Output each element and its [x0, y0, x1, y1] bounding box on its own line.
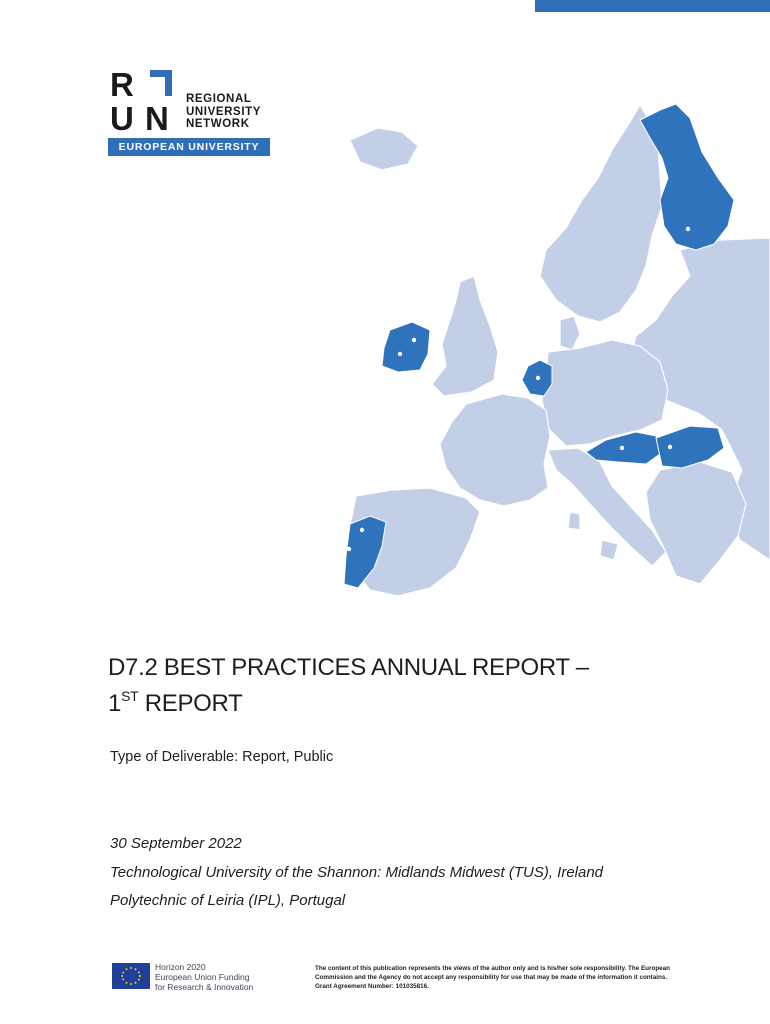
- map-ireland: [382, 322, 430, 372]
- title-rest: REPORT: [138, 690, 243, 717]
- funding-line: for Research & Innovation: [155, 982, 254, 992]
- eu-disclaimer: [315, 964, 705, 991]
- document-title: [108, 650, 708, 722]
- document-date: 30 September 2022: [110, 835, 242, 852]
- funding-statement: [155, 962, 253, 992]
- logo-letter-u: U: [110, 100, 134, 137]
- top-accent-bar: [535, 0, 770, 12]
- map-marker: [347, 547, 351, 551]
- map-great-britain: [432, 276, 498, 396]
- deliverable-type: Type of Deliverable: Report, Public: [110, 749, 334, 765]
- title-number: 1: [108, 690, 122, 717]
- map-marker: [620, 446, 624, 450]
- logo-name-line: NETWORK: [186, 118, 250, 130]
- disclaimer-line: Commission and the Agency do not accept any responsibility for use that may be made of the information it contains.: [315, 974, 668, 981]
- logo-name-line: REGIONAL: [186, 93, 252, 105]
- funding-line: Horizon 2020: [155, 962, 206, 972]
- institution-tus: Technological University of the Shannon: Midlands Midwest (TUS), Ireland: [110, 864, 604, 881]
- map-france: [440, 394, 550, 506]
- logo-name-line: UNIVERSITY: [186, 105, 262, 118]
- title-line-1: D7.2 BEST PRACTICES ANNUAL REPORT –: [108, 654, 589, 681]
- map-iceland: [350, 128, 418, 170]
- europe-map: [330, 85, 770, 610]
- eu-flag-icon: [112, 963, 150, 989]
- logo-bracket-mark: [150, 70, 172, 96]
- disclaimer-line: The content of this publication represents the views of the author only and is his/her sole responsibility. The European: [315, 965, 671, 972]
- logo-letter-n: N: [145, 100, 169, 137]
- map-marker: [412, 338, 416, 342]
- map-hungary: [656, 426, 724, 468]
- title-line-2: [108, 686, 708, 722]
- funding-line: European Union Funding: [155, 972, 250, 982]
- map-denmark: [560, 316, 580, 350]
- logo-network-name: [186, 93, 261, 131]
- map-marker: [668, 445, 672, 449]
- logo-european-university-band: EUROPEAN UNIVERSITY: [108, 138, 270, 156]
- map-central-europe: [542, 340, 668, 446]
- map-island: [568, 512, 580, 530]
- logo-letter-r: R: [110, 66, 134, 103]
- map-marker: [360, 528, 364, 532]
- map-balkans: [646, 462, 746, 584]
- institution-ipl: Polytechnic of Leiria (IPL), Portugal: [110, 892, 346, 909]
- grant-agreement: Grant Agreement Number: 101035816.: [315, 983, 429, 990]
- map-marker: [398, 352, 402, 356]
- title-superscript: ST: [121, 688, 139, 704]
- map-scandinavia: [540, 105, 662, 322]
- run-logo: [108, 68, 272, 158]
- map-marker: [536, 376, 540, 380]
- map-marker: [686, 227, 690, 231]
- map-island: [600, 540, 618, 560]
